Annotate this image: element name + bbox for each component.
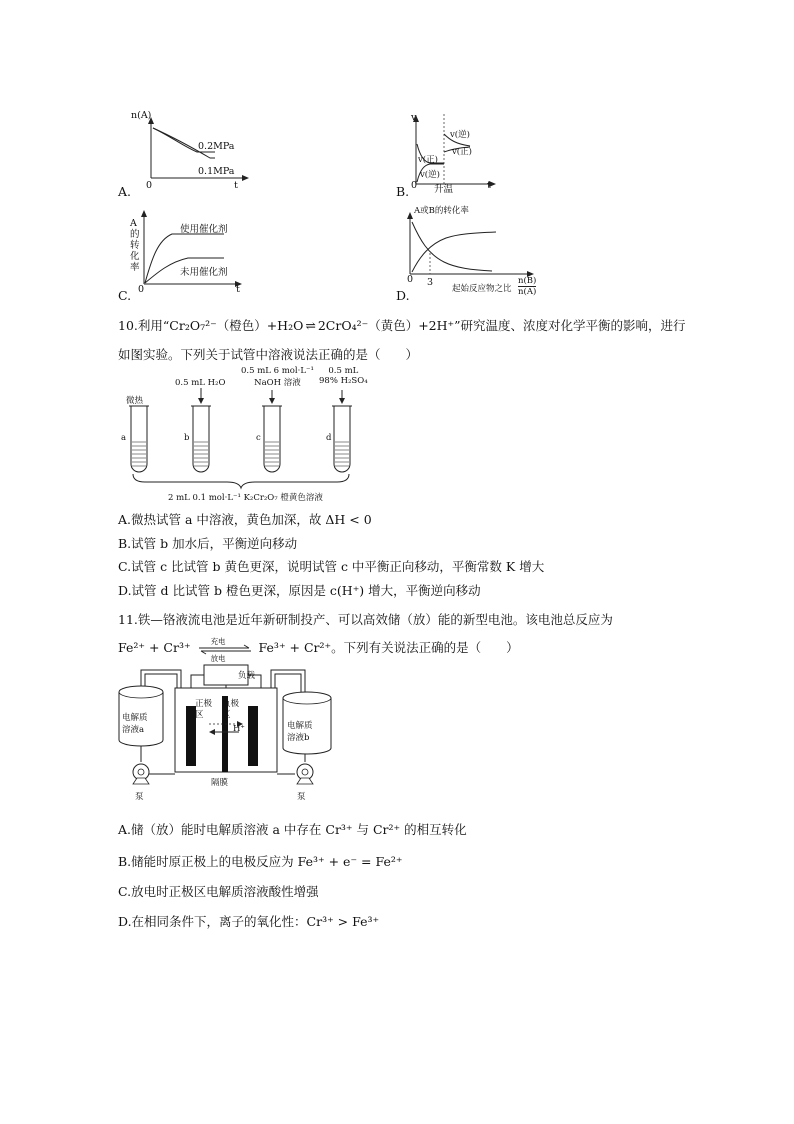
graph-a-xlabel: t bbox=[234, 180, 238, 191]
graph-a-ylabel: n(A) bbox=[131, 110, 152, 121]
sol-a-line2: 溶液a bbox=[122, 725, 145, 735]
graph-c-curve1-label: 使用催化剂 bbox=[180, 224, 228, 235]
graph-c-origin: 0 bbox=[138, 284, 145, 295]
arrow-bottom-label: 放电 bbox=[210, 653, 226, 663]
graph-d-ylabel: A或B的转化率 bbox=[414, 206, 469, 216]
brace-label: 2 mL 0.1 mol·L⁻¹ K₂Cr₂O₇ 橙黄色溶液 bbox=[168, 493, 323, 503]
graph-a-curve1-label: 0.2MPa bbox=[198, 141, 235, 152]
tube-c-label bbox=[241, 366, 314, 388]
tube-d-label bbox=[319, 366, 368, 386]
q11-option-a: A.储（放）能时电解质溶液 a 中存在 Cr³⁺ 与 Cr²⁺ 的相互转化 bbox=[118, 822, 467, 837]
tube-b-letter: b bbox=[184, 433, 190, 443]
graph-a-svg bbox=[115, 108, 265, 196]
ratio-denominator: n(A) bbox=[518, 287, 537, 297]
ylabel-char: A bbox=[130, 218, 137, 229]
pos-region-line1: 正极 bbox=[195, 699, 213, 709]
brace-icon bbox=[133, 474, 349, 488]
option-letter-d: D. bbox=[396, 288, 410, 303]
q10-option-a: A.微热试管 a 中溶液，黄色加深，故 ΔH < 0 bbox=[118, 512, 372, 527]
tube-c-label-line1: 0.5 mL 6 mol·L⁻¹ bbox=[241, 366, 314, 376]
graph-c-curve2-label: 未用催化剂 bbox=[180, 267, 228, 278]
q10-stem-line1 bbox=[118, 316, 686, 334]
neg-region-line1: 负极 bbox=[222, 699, 240, 709]
q11-equation bbox=[118, 636, 519, 663]
negative-electrode bbox=[248, 706, 258, 766]
sol-b-line2: 溶液b bbox=[287, 733, 310, 743]
sol-a-line1: 电解质 bbox=[122, 713, 148, 723]
graph-b-event: 升温 bbox=[434, 184, 454, 195]
graph-b-xlabel: t bbox=[487, 180, 491, 191]
option-letter-a: A. bbox=[118, 184, 132, 199]
tube-d-label-line1: 0.5 mL bbox=[328, 366, 359, 376]
q10-eq-left: Cr₂O₇²⁻（橙色）+H₂O bbox=[169, 318, 304, 333]
graph-a-origin: 0 bbox=[146, 180, 153, 191]
q10-prefix: 10.利用“ bbox=[118, 318, 170, 333]
ion-label: H⁺ bbox=[233, 724, 245, 734]
tube-a bbox=[129, 406, 149, 472]
q10-option-b: B.试管 b 加水后，平衡逆向移动 bbox=[118, 536, 298, 551]
pump-right-icon bbox=[297, 764, 313, 784]
q11-option-b: B.储能时原正极上的电极反应为 Fe³⁺ + e⁻ = Fe²⁺ bbox=[118, 854, 403, 869]
equilibrium-arrow-icon: ⇌ bbox=[305, 318, 316, 333]
neg-region-line2: 区 bbox=[222, 710, 231, 720]
q11-eq-suffix: 。下列有关说法正确的是（ ） bbox=[331, 640, 519, 655]
q10-stem-line2: 如图实验。下列关于试管中溶液说法正确的是（ ） bbox=[118, 347, 419, 362]
graph-b-v-ni-2: v(逆) bbox=[450, 130, 470, 140]
graph-b-v-zheng-1: v(正) bbox=[418, 155, 438, 165]
graph-b-origin: 0 bbox=[411, 180, 418, 191]
option-letter-c: C. bbox=[118, 288, 132, 303]
ylabel-char: 转 bbox=[130, 240, 140, 251]
tube-d-label-line2: 98% H₂SO₄ bbox=[319, 376, 368, 386]
option-letter-b: B. bbox=[396, 184, 410, 199]
q11-option-c: C.放电时正极区电解质溶液酸性增强 bbox=[118, 884, 319, 899]
graph-b-v-zheng-2: v(正) bbox=[452, 147, 472, 157]
ylabel-char: 的 bbox=[130, 229, 140, 240]
arrow-top-label: 充电 bbox=[210, 636, 226, 646]
graph-d-tick: 3 bbox=[427, 277, 434, 288]
q11-stem-line1: 11.铁—铬液流电池是近年新研制投产、可以高效储（放）能的新型电池。该电池总反应为 bbox=[118, 612, 613, 627]
tube-d bbox=[332, 390, 352, 472]
graph-d-ratio bbox=[518, 276, 536, 297]
charge-discharge-arrow-icon bbox=[197, 636, 253, 663]
graph-c-ylabel bbox=[130, 218, 140, 273]
pos-region-line2: 区 bbox=[195, 710, 204, 720]
tube-b bbox=[191, 388, 211, 472]
q11-eq-left: Fe²⁺ + Cr³⁺ bbox=[118, 640, 191, 655]
q10-option-d: D.试管 d 比试管 b 橙色更深，原因是 c(H⁺) 增大，平衡逆向移动 bbox=[118, 583, 481, 598]
positive-region-label bbox=[195, 699, 212, 721]
ylabel-char: 率 bbox=[130, 262, 140, 273]
load-label: 负载 bbox=[238, 671, 256, 681]
pump-right-label: 泵 bbox=[297, 792, 306, 802]
tube-c-label-line2: NaOH 溶液 bbox=[254, 378, 301, 388]
tube-d-letter: d bbox=[326, 433, 332, 443]
tube-a-label: 微热 bbox=[126, 396, 144, 406]
pump-left-label: 泵 bbox=[135, 792, 144, 802]
q10-eq-right: 2CrO₄²⁻（黄色）+2H⁺ bbox=[317, 318, 455, 333]
tube-a-letter: a bbox=[121, 433, 127, 443]
q10-option-c: C.试管 c 比试管 b 黄色更深，说明试管 c 中平衡正向移动，平衡常数 K 增大 bbox=[118, 559, 545, 574]
ratio-numerator: n(B) bbox=[518, 276, 537, 286]
solution-b-label bbox=[287, 720, 313, 744]
tube-c-letter: c bbox=[256, 433, 261, 443]
graph-a-curve2-label: 0.1MPa bbox=[198, 166, 235, 177]
q11-option-d: D.在相同条件下，离子的氧化性：Cr³⁺ > Fe³⁺ bbox=[118, 914, 380, 929]
tube-b-label: 0.5 mL H₂O bbox=[175, 378, 226, 388]
graph-b-ylabel: v bbox=[411, 112, 417, 123]
graph-a bbox=[115, 108, 265, 196]
membrane-label: 隔膜 bbox=[211, 778, 229, 788]
graph-d-origin: 0 bbox=[407, 274, 414, 285]
solution-a-label bbox=[122, 712, 148, 736]
graph-b-v-ni-1: v(逆) bbox=[420, 170, 440, 180]
graph-d-xlabel: 起始反应物之比 bbox=[452, 284, 512, 294]
q11-eq-right: Fe³⁺ + Cr²⁺ bbox=[258, 640, 332, 655]
tube-c bbox=[262, 390, 282, 472]
graph-c-xlabel: t bbox=[236, 284, 240, 295]
q10-suffix: ”研究温度、浓度对化学平衡的影响，进行 bbox=[454, 318, 686, 333]
pump-left-icon bbox=[133, 764, 149, 784]
ylabel-char: 化 bbox=[130, 251, 140, 262]
negative-region-label bbox=[222, 699, 239, 721]
sol-b-line1: 电解质 bbox=[287, 721, 313, 731]
